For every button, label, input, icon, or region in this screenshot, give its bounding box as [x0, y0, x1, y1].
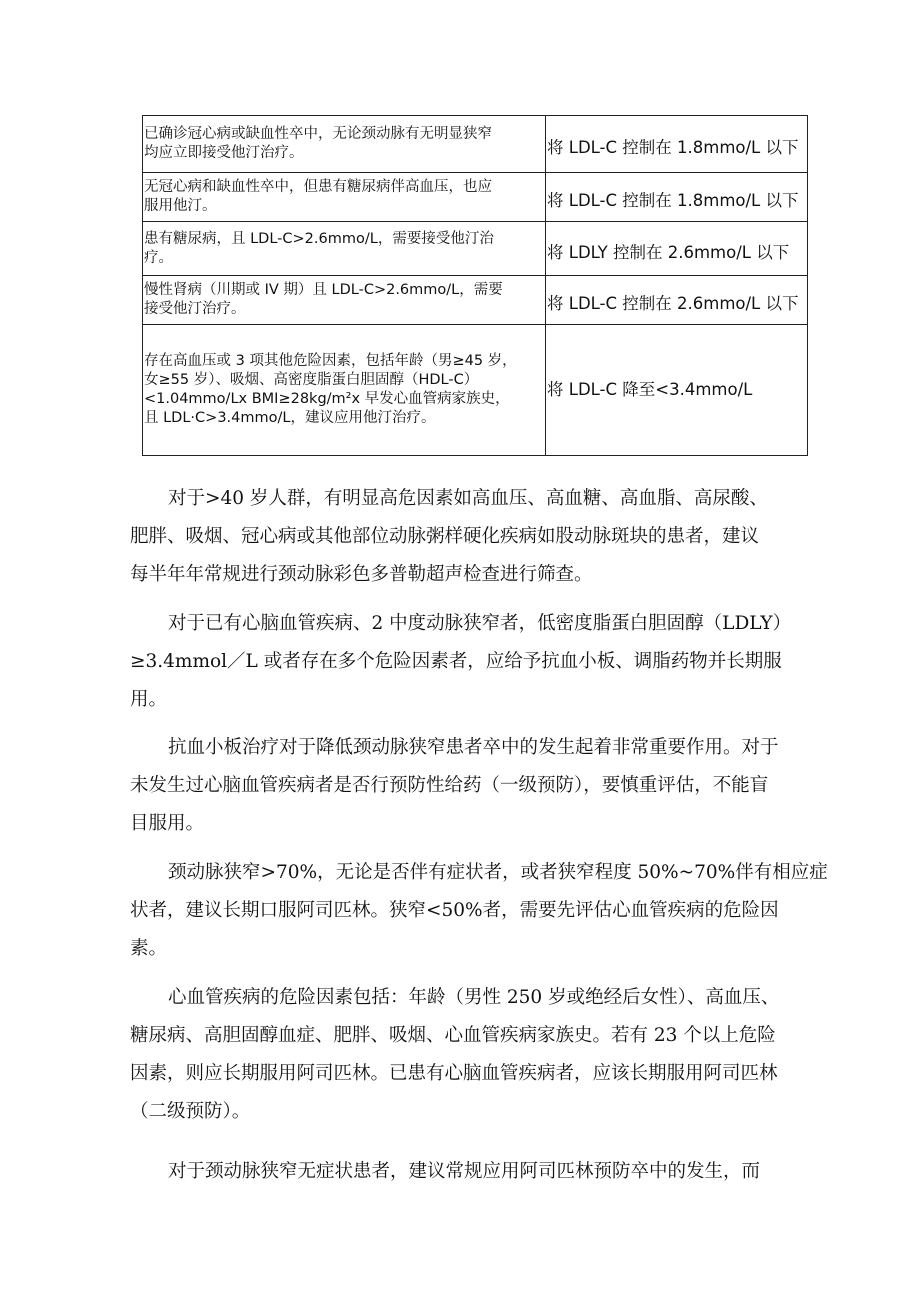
condition-cell: 存在高血压或 3 项其他危险因素，包括年龄（男≥45 岁， 女≥55 岁）、吸烟、高密度脂蛋白胆固醇（HDL-C） <1.04mmo/Lx BMI≥28kg/m²x 早发心血管病家族史， 且 LDL·C>3.4mmo/L，建议应用他汀治疗。 — [143, 325, 546, 456]
target-cell: 将 LDLY 控制在 2.6mmo/L 以下 — [546, 222, 808, 276]
table-row — [143, 325, 808, 456]
target-cell: 将 LDL-C 控制在 1.8mmo/L 以下 — [546, 116, 808, 173]
paragraph-aspirin-stenosis: 颈动脉狭窄>70%，无论是否伴有症状者，或者狭窄程度 50%~70%伴有相应症 状者，建议长期口服阿司匹林。狭窄<50%者，需要先评估心血管疾病的危险因 素。 — [130, 862, 828, 959]
condition-cell: 患有糖尿病，且 LDL-C>2.6mmo/L，需要接受他汀治 疗。 — [143, 222, 546, 276]
paragraph-risk-factors: 心血管疾病的危险因素包括：年龄（男性 250 岁或绝经后女性）、高血压、 糖尿病、高胆固醇血症、肥胖、吸烟、心血管疾病家族史。若有 23 个以上危险 因素，则应长期服用阿司匹林。已患有心脑血管疾病者，应该长期服用阿司匹林 （二级预防）。 — [130, 987, 780, 1122]
table-row — [143, 276, 808, 325]
target-cell: 将 LDL-C 降至<3.4mmo/L — [546, 325, 808, 456]
statin-recommendation-table — [142, 115, 808, 456]
table-row — [143, 173, 808, 222]
condition-cell: 无冠心病和缺血性卒中，但患有糖尿病伴高血压，也应 服用他汀。 — [143, 173, 546, 222]
paragraph-screening: 对于>40 岁人群，有明显高危因素如高血压、高血糖、高血脂、高尿酸、 肥胖、吸烟、冠心病或其他部位动脉粥样硬化疾病如股动脉斑块的患者，建议 每半年年常规进行颈动脉彩色多普勒超声检查进行筛查。 — [130, 488, 768, 585]
condition-cell: 已确诊冠心病或缺血性卒中，无论颈动脉有无明显狭窄 均应立即接受他汀治疗。 — [143, 116, 546, 173]
paragraph-existing-disease: 对于已有心脑血管疾病、2 中度动脉狭窄者，低密度脂蛋白胆固醇（LDLY） ≥3.4mmol／L 或者存在多个危险因素者，应给予抗血小板、调脂药物并长期服 用。 — [130, 613, 792, 710]
target-cell: 将 LDL-C 控制在 2.6mmo/L 以下 — [546, 276, 808, 325]
table-row — [143, 222, 808, 276]
paragraph-asymptomatic: 对于颈动脉狭窄无症状患者，建议常规应用阿司匹林预防卒中的发生，而 — [168, 1161, 761, 1182]
target-cell: 将 LDL-C 控制在 1.8mmo/L 以下 — [546, 173, 808, 222]
condition-cell: 慢性肾病（川期或 IV 期）且 LDL-C>2.6mmo/L，需要 接受他汀治疗。 — [143, 276, 546, 325]
paragraph-antiplatelet: 抗血小板治疗对于降低颈动脉狭窄患者卒中的发生起着非常重要作用。对于 未发生过心脑血管疾病者是否行预防性给药（一级预防），要慎重评估，不能盲 目服用。 — [130, 737, 779, 834]
table-row — [143, 116, 808, 173]
